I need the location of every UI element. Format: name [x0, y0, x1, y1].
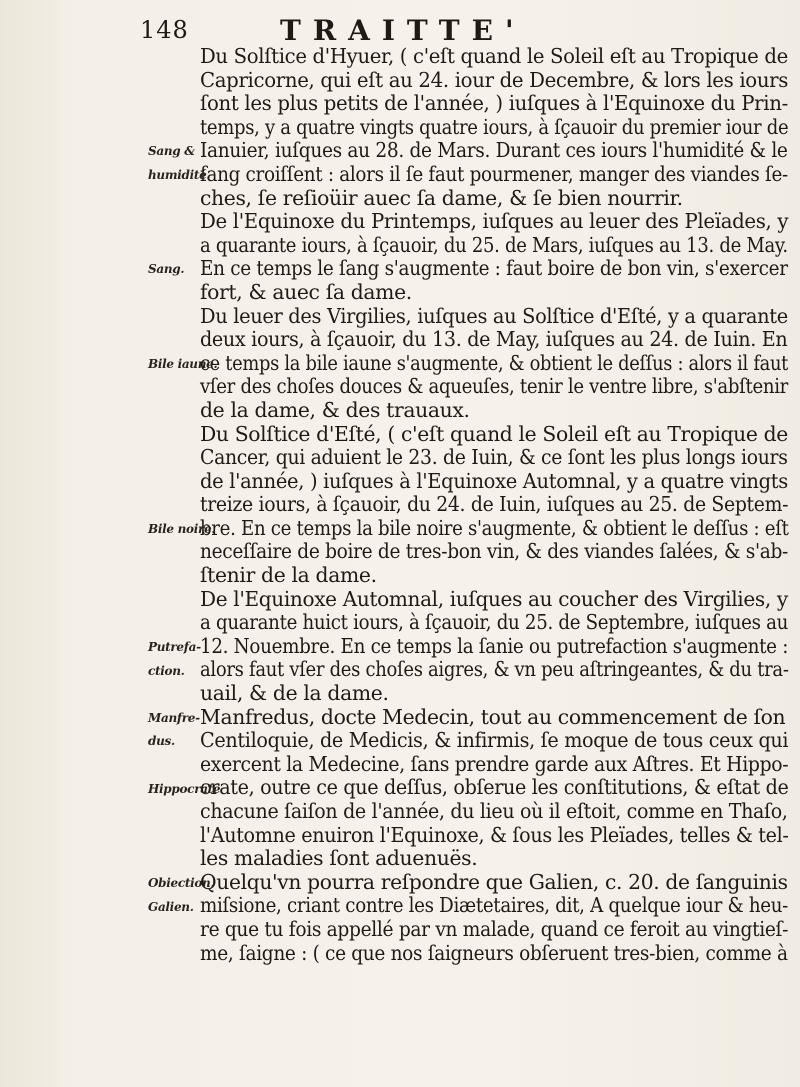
text-line: bre. En ce temps la bile noire s'augmente, & obtient le deſſus : eſt [200, 515, 789, 540]
text-line: uail, & de la dame. [200, 681, 389, 706]
text-line: a quarante iours, à ſçauoir, du 25. de Mars, iuſques au 13. de May. [200, 232, 788, 257]
margin-note: Sang & [148, 144, 195, 159]
margin-note: Hippocrate [148, 781, 221, 796]
text-line: Du leuer des Virgilies, iuſques au Solſtice d'Eſté, y a quarante [200, 303, 788, 328]
text-line: exercent la Medecine, ſans prendre garde aux Aſtres. Et Hippo- [200, 751, 789, 776]
margin-note: Sang. [148, 262, 185, 277]
text-line: ches, ſe reſioüir auec ſa dame, & ſe bien nourrir. [200, 185, 683, 210]
text-line: re que tu fois appellé par vn malade, quand ce feroit au vingtieſ- [200, 916, 789, 941]
text-line: de l'année, ) iuſques à l'Equinoxe Automnal, y a quatre vingts [200, 468, 788, 493]
text-line: Centiloquie, de Medicis, & infirmis, ſe moque de tous ceux qui [200, 728, 789, 753]
text-line: fort, & auec ſa dame. [200, 279, 412, 304]
page-number: 148 [140, 16, 189, 44]
text-line: vſer des choſes douces & aqueuſes, tenir le ventre libre, s'abſtenir [200, 374, 789, 399]
text-line: temps, y a quatre vingts quatre iours, à ſçauoir du premier iour de [200, 114, 789, 139]
margin-note: dus. [148, 734, 175, 749]
text-line: Ianuier, iuſques au 28. de Mars. Durant ces iours l'humidité & le [200, 138, 788, 163]
text-line: les maladies ſont aduenuës. [200, 846, 478, 871]
margin-note: Putrefa- [148, 640, 201, 654]
text-line: Du Solſtice d'Eſté, ( c'eſt quand le Soleil eſt au Tropique de [200, 421, 788, 446]
text-line: Du Solſtice d'Hyuer, ( c'eſt quand le Soleil eſt au Tropique de [200, 44, 788, 68]
text-line: Cancer, qui aduient le 23. de Iuin, & ce ſont les plus longs iours [200, 445, 788, 470]
margin-note: Bile noire. [148, 522, 216, 536]
text-line: Quelqu'vn pourra reſpondre que Galien, c. 20. de ſanguinis [200, 869, 788, 894]
text-line: Capricorne, qui eſt au 24. iour de Decembre, & lors les iours [200, 67, 789, 92]
text-line: ce temps la bile iaune s'augmente, & obtient le deſſus : alors il faut [200, 350, 788, 375]
text-line: ſtenir de la dame. [200, 563, 377, 588]
text-line: crate, outre ce que deſſus, obſerue les conſtitutions, & eſtat de [200, 775, 789, 800]
text-line: a quarante huict iours, à ſçauoir, du 25. de Septembre, iuſques au [200, 610, 789, 635]
text-line: En ce temps le ſang s'augmente : faut boire de bon vin, s'exercer [200, 256, 788, 281]
margin-note: Bile iaune. [148, 356, 218, 371]
text-line: me, ſaigne : ( ce que nos ſaigneurs obſeruent tres-bien, comme à [200, 940, 788, 965]
body-text [200, 45, 790, 965]
text-line: treize iours, à ſçauoir, du 24. de Iuin, iuſques au 25. de Septem- [200, 492, 789, 517]
margin-note: ction. [148, 663, 185, 678]
text-line: l'Automne enuiron l'Equinoxe, & ſous les Pleïades, telles & tel- [200, 822, 789, 847]
margin-note: Obiection. [148, 876, 215, 890]
text-line: ſang croiſſent : alors il ſe faut pourmener, manger des viandes ſe- [200, 161, 788, 186]
margin-note: Galien. [148, 899, 194, 914]
text-line: alors faut vſer des choſes aigres, & vn peu aſtringeantes, & du tra- [200, 657, 789, 682]
margin-note: humidité. [148, 168, 211, 182]
text-line: deux iours, à ſçauoir, du 13. de May, iuſques au 24. de Iuin. En [200, 327, 788, 352]
text-line: Manfredus, docte Medecin, tout au commencement de ſon [200, 704, 786, 729]
text-line: miſsione, criant contre les Diætetaires, dit, A quelque iour & heu- [200, 893, 789, 918]
text-line: ſont les plus petits de l'année, ) iuſques à l'Equinoxe du Prin- [200, 91, 788, 116]
text-line: de la dame, & des trauaux. [200, 397, 470, 422]
text-line: 12. Nouembre. En ce temps la ſanie ou putrefaction s'augmente : [200, 633, 789, 658]
text-line: chacune ſaiſon de l'année, du lieu où il eſtoit, comme en Thaſo, [200, 799, 788, 823]
text-line: neceſſaire de boire de tres-bon vin, & des viandes ſalées, & s'ab- [200, 539, 788, 564]
running-title: TRAITTE' [280, 14, 526, 47]
margin-note: Manfre- [148, 710, 200, 725]
text-line: De l'Equinoxe Automnal, iuſques au coucher des Virgilies, y [200, 586, 788, 611]
text-line: De l'Equinoxe du Printemps, iuſques au leuer des Pleïades, y [200, 209, 789, 234]
